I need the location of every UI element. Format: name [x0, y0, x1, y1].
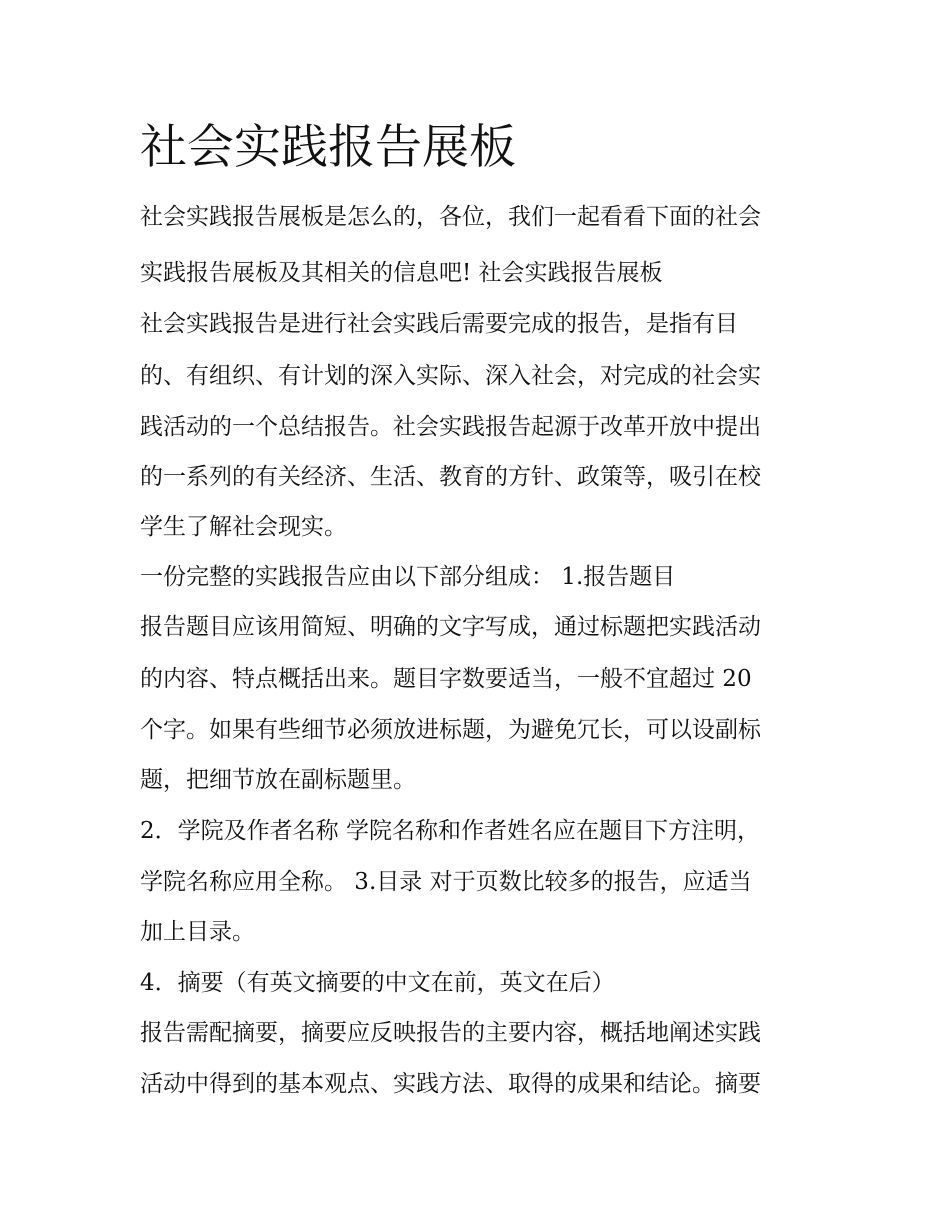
text-line: 报告需配摘要，摘要应反映报告的主要内容，概括地阐述实践 — [140, 1020, 761, 1046]
text-line: 学院名称应用全称。 3.目录 对于页数比较多的报告，应适当 — [140, 869, 752, 895]
text-line: 题，把细节放在副标题里。 — [140, 767, 416, 793]
text-line: 2．学院及作者名称 学院名称和作者姓名应在题目下方注明， — [140, 818, 760, 844]
document-title: 社会实践报告展板 — [140, 120, 516, 175]
text-line: 的一系列的有关经济、生活、教育的方针、政策等，吸引在校 — [140, 464, 761, 490]
text-line: 的、有组织、有计划的深入实际、深入社会，对完成的社会实 — [140, 363, 761, 389]
text-line: 社会实践报告展板是怎么的，各位，我们一起看看下面的社会 — [140, 204, 761, 230]
text-line: 一份完整的实践报告应由以下部分组成： 1.报告题目 — [140, 564, 676, 590]
text-line: 的内容、特点概括出来。题目字数要适当，一般不宜超过 20 — [140, 666, 752, 692]
text-line: 学生了解社会现实。 — [140, 514, 347, 540]
text-line: 报告题目应该用简短、明确的文字写成，通过标题把实践活动 — [140, 614, 761, 640]
text-line: 活动中得到的基本观点、实践方法、取得的成果和结论。摘要 — [140, 1071, 761, 1097]
text-line: 个字。如果有些细节必须放进标题，为避免冗长，可以设副标 — [140, 717, 761, 743]
text-line: 加上目录。 — [140, 919, 255, 945]
text-line: 社会实践报告是进行社会实践后需要完成的报告，是指有目 — [140, 311, 738, 337]
text-line: 实践报告展板及其相关的信息吧! 社会实践报告展板 — [140, 260, 663, 286]
text-line: 4．摘要（有英文摘要的中文在前，英文在后） — [140, 970, 615, 996]
text-line: 践活动的一个总结报告。社会实践报告起源于改革开放中提出 — [140, 414, 761, 440]
